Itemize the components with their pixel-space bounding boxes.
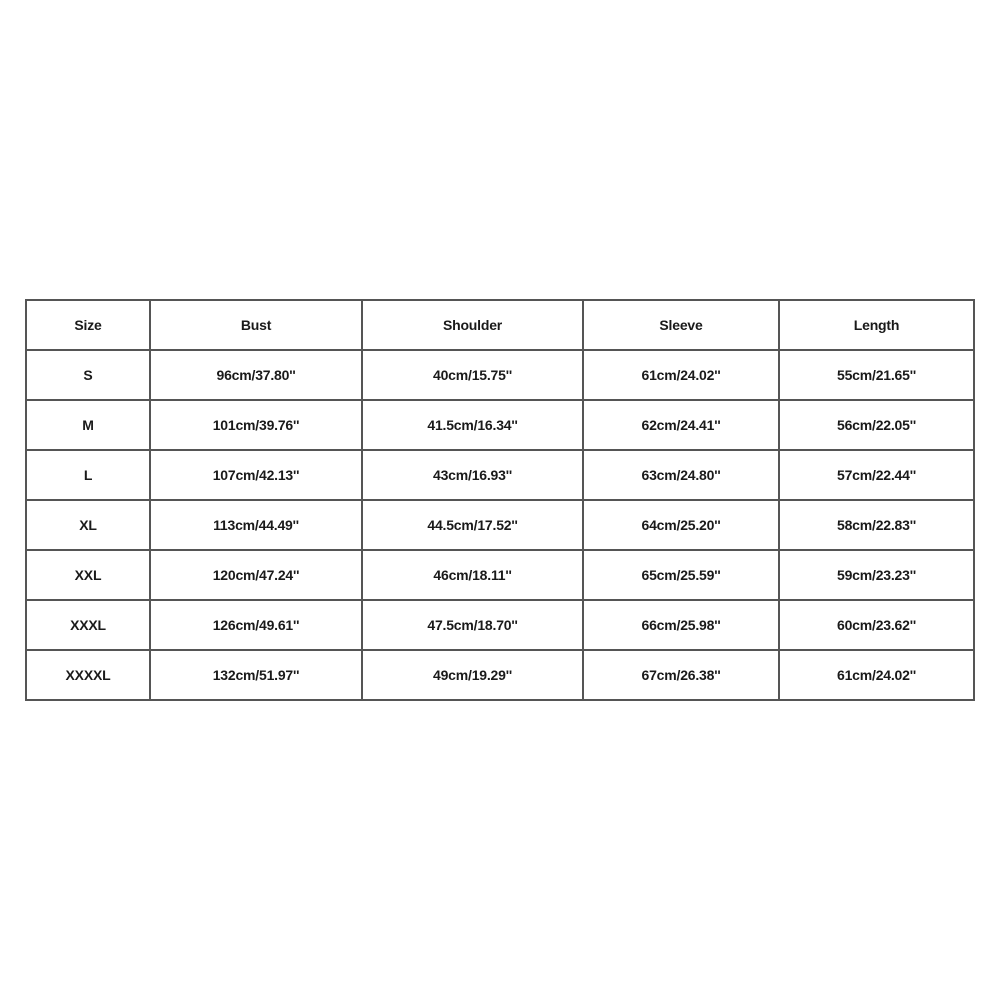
- table-row: [26, 650, 974, 700]
- cell-size: S: [26, 350, 150, 400]
- cell-bust: 126cm/49.61'': [150, 600, 362, 650]
- cell-shoulder: 41.5cm/16.34'': [362, 400, 583, 450]
- cell-sleeve: 62cm/24.41'': [583, 400, 779, 450]
- cell-bust: 101cm/39.76'': [150, 400, 362, 450]
- table-row: [26, 400, 974, 450]
- cell-size: XL: [26, 500, 150, 550]
- cell-sleeve: 61cm/24.02'': [583, 350, 779, 400]
- cell-shoulder: 49cm/19.29'': [362, 650, 583, 700]
- cell-shoulder: 46cm/18.11'': [362, 550, 583, 600]
- table-row: [26, 450, 974, 500]
- cell-sleeve: 64cm/25.20'': [583, 500, 779, 550]
- cell-length: 55cm/21.65'': [779, 350, 974, 400]
- header-shoulder: Shoulder: [362, 300, 583, 350]
- cell-bust: 107cm/42.13'': [150, 450, 362, 500]
- cell-length: 61cm/24.02'': [779, 650, 974, 700]
- cell-bust: 132cm/51.97'': [150, 650, 362, 700]
- cell-bust: 120cm/47.24'': [150, 550, 362, 600]
- table-row: [26, 500, 974, 550]
- cell-sleeve: 63cm/24.80'': [583, 450, 779, 500]
- cell-length: 58cm/22.83'': [779, 500, 974, 550]
- header-length: Length: [779, 300, 974, 350]
- cell-size: XXL: [26, 550, 150, 600]
- table-row: [26, 350, 974, 400]
- header-sleeve: Sleeve: [583, 300, 779, 350]
- cell-size: M: [26, 400, 150, 450]
- table-row: [26, 550, 974, 600]
- cell-sleeve: 65cm/25.59'': [583, 550, 779, 600]
- cell-length: 60cm/23.62'': [779, 600, 974, 650]
- cell-length: 56cm/22.05'': [779, 400, 974, 450]
- cell-shoulder: 40cm/15.75'': [362, 350, 583, 400]
- cell-sleeve: 67cm/26.38'': [583, 650, 779, 700]
- cell-size: XXXXL: [26, 650, 150, 700]
- cell-sleeve: 66cm/25.98'': [583, 600, 779, 650]
- cell-bust: 113cm/44.49'': [150, 500, 362, 550]
- cell-shoulder: 44.5cm/17.52'': [362, 500, 583, 550]
- cell-size: XXXL: [26, 600, 150, 650]
- table-header-row: [26, 300, 974, 350]
- cell-length: 59cm/23.23'': [779, 550, 974, 600]
- cell-shoulder: 43cm/16.93'': [362, 450, 583, 500]
- cell-length: 57cm/22.44'': [779, 450, 974, 500]
- cell-size: L: [26, 450, 150, 500]
- header-bust: Bust: [150, 300, 362, 350]
- cell-bust: 96cm/37.80'': [150, 350, 362, 400]
- table-row: [26, 600, 974, 650]
- size-chart-table: [25, 299, 975, 701]
- header-size: Size: [26, 300, 150, 350]
- cell-shoulder: 47.5cm/18.70'': [362, 600, 583, 650]
